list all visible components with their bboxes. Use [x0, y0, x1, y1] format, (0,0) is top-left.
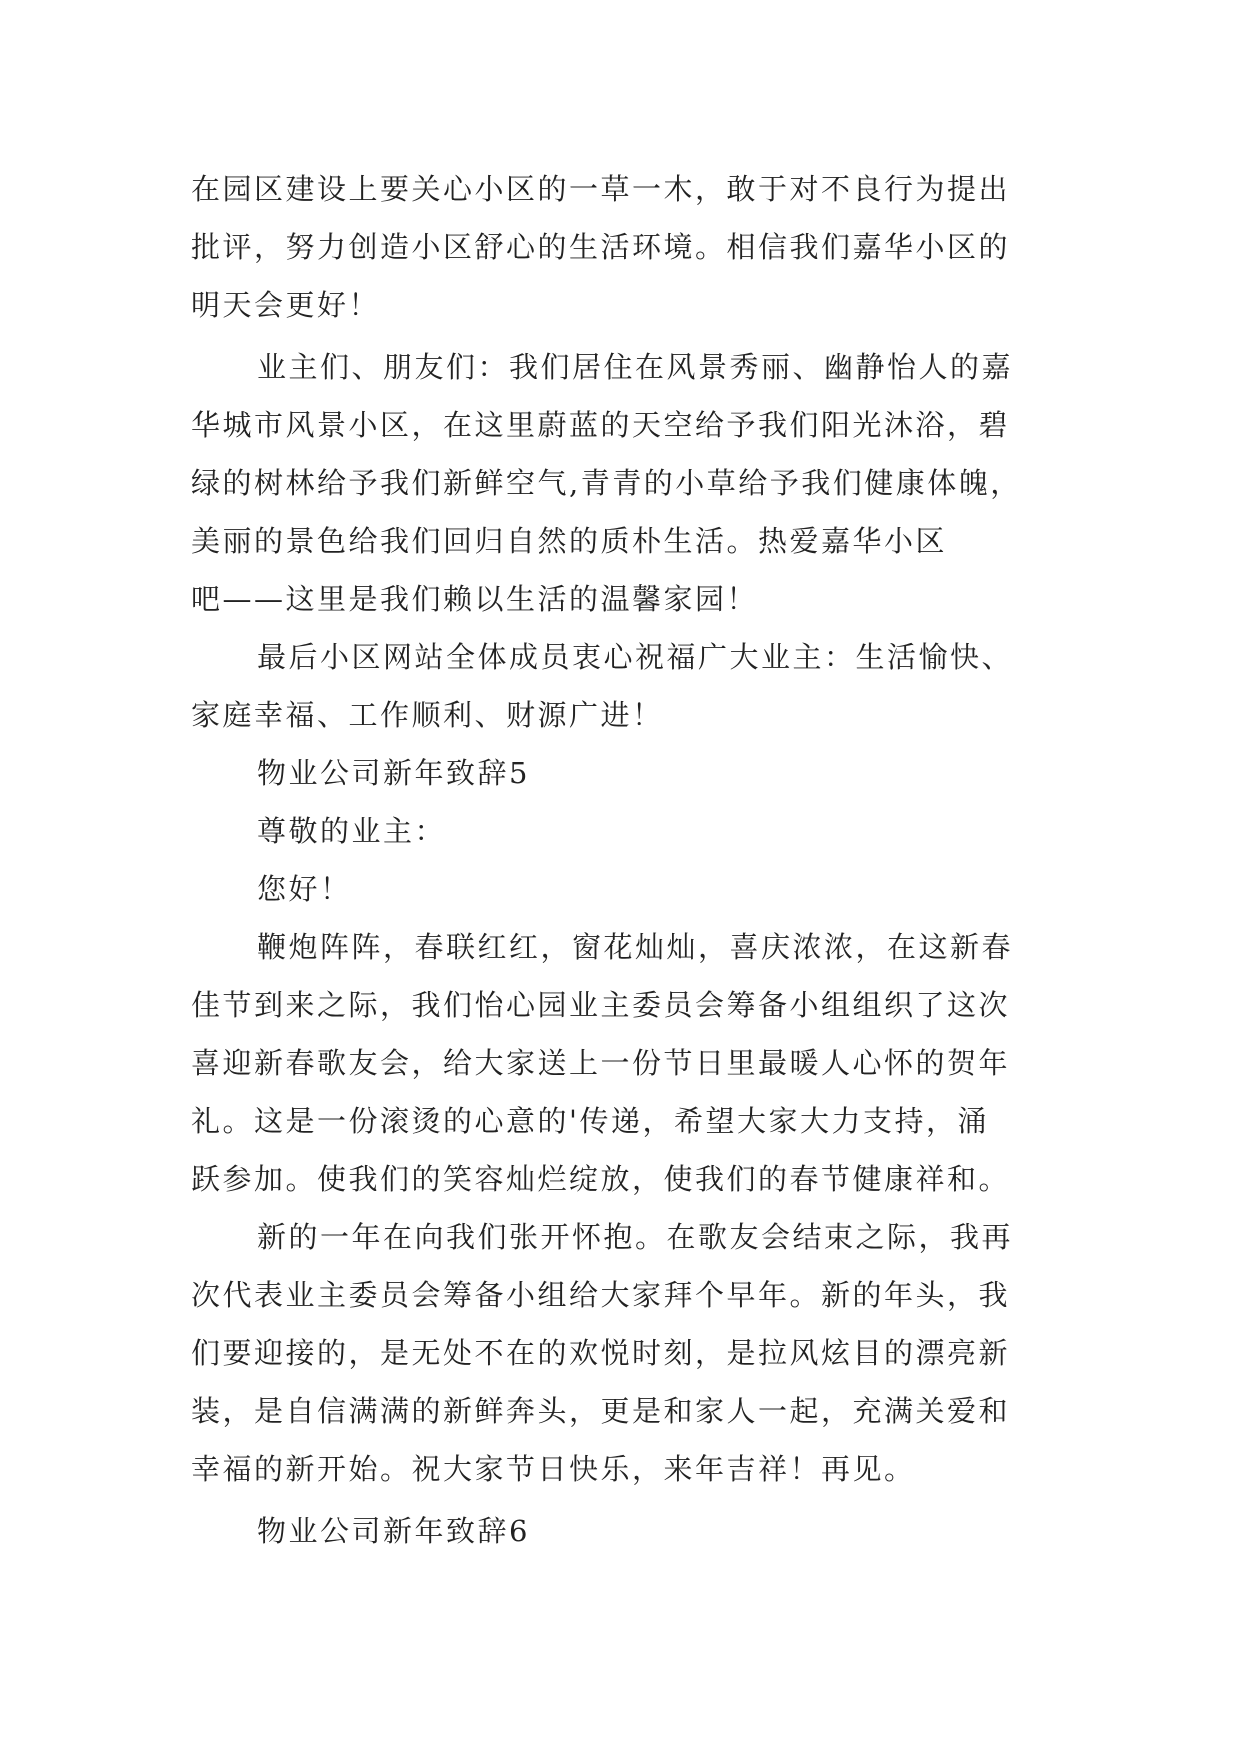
text-line: 喜迎新春歌友会，给大家送上一份节日里最暖人心怀的贺年	[191, 1046, 1011, 1080]
greeting: 您好！	[257, 872, 352, 906]
text-line: 明天会更好！	[191, 288, 381, 322]
paragraph-start-line: 鞭炮阵阵，春联红红，窗花灿灿，喜庆浓浓，在这新春	[257, 930, 1014, 964]
text-line: 美丽的景色给我们回归自然的质朴生活。热爱嘉华小区	[191, 524, 948, 558]
paragraph-start-line: 最后小区网站全体成员衷心祝福广大业主：生活愉快、	[257, 640, 1014, 674]
document-body	[191, 160, 1071, 1560]
text-line: 佳节到来之际，我们怡心园业主委员会筹备小组组织了这次	[191, 988, 1011, 1022]
paragraph-start-line: 业主们、朋友们：我们居住在风景秀丽、幽静怡人的嘉	[257, 350, 1014, 384]
section-heading: 物业公司新年致辞6	[257, 1514, 530, 1548]
text-line: 绿的树林给予我们新鲜空气,青青的小草给予我们健康体魄，	[191, 466, 1022, 500]
text-line: 在园区建设上要关心小区的一草一木，敢于对不良行为提出	[191, 172, 1011, 206]
text-line: 装，是自信满满的新鲜奔头，更是和家人一起，充满关爱和	[191, 1394, 1011, 1428]
text-line: 次代表业主委员会筹备小组给大家拜个早年。新的年头，我	[191, 1278, 1011, 1312]
text-line: 批评，努力创造小区舒心的生活环境。相信我们嘉华小区的	[191, 230, 1011, 264]
text-line: 们要迎接的，是无处不在的欢悦时刻，是拉风炫目的漂亮新	[191, 1336, 1011, 1370]
paragraph-start-line: 新的一年在向我们张开怀抱。在歌友会结束之际，我再	[257, 1220, 1014, 1254]
salutation: 尊敬的业主：	[257, 814, 447, 848]
text-line: 华城市风景小区，在这里蔚蓝的天空给予我们阳光沐浴，碧	[191, 408, 1011, 442]
text-line: 幸福的新开始。祝大家节日快乐，来年吉祥！再见。	[191, 1452, 916, 1486]
text-line: 跃参加。使我们的笑容灿烂绽放，使我们的春节健康祥和。	[191, 1162, 1011, 1196]
text-line: 家庭幸福、工作顺利、财源广进！	[191, 698, 664, 732]
section-heading: 物业公司新年致辞5	[257, 756, 530, 790]
text-line: 吧——这里是我们赖以生活的温馨家园！	[191, 582, 759, 616]
text-line: 礼。这是一份滚烫的心意的'传递，希望大家大力支持，涌	[191, 1104, 989, 1138]
